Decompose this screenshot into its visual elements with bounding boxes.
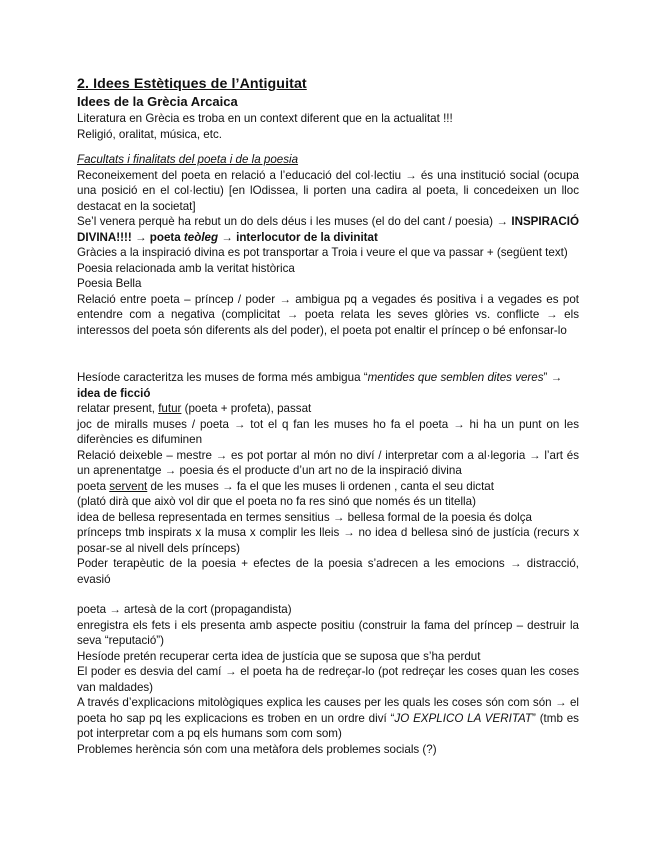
text-run: ” (tmb es pot interpretar com a pq els humans som com som) — [77, 711, 579, 740]
underlined-text: futur — [158, 402, 182, 415]
document-body — [77, 76, 579, 757]
section-heading: Facultats i finalitats del poeta i de la poesia — [77, 153, 299, 166]
paragraph: (plató dirà que això vol dir que el poeta no fa res sinó que només és un titella) — [77, 495, 476, 508]
bold-text: !!!! → poeta — [116, 230, 184, 244]
paragraph: Literatura en Grècia es troba en un context diferent que en la actualitat !!! — [77, 112, 453, 125]
paragraph: Problemes herència són com una metàfora dels problemes socials (?) — [77, 742, 437, 756]
text-run: A través d’explicacions mitològiques explica les causes per les quals les coses són com són → el poeta ho sap pq les explicacions es troben en un ordre diví “ — [77, 696, 579, 725]
paragraph: joc de miralls muses / poeta → tot el q fan les muses ho fa el poeta → hi ha un punt on les diferències es difuminen — [77, 417, 579, 446]
bold-italic-text: teòleg — [183, 230, 219, 244]
paragraph: Gràcies a la inspiració divina es pot transportar a Troia i veure el que va passar + (següent text) — [77, 246, 568, 259]
paragraph — [77, 370, 579, 401]
text-run: (poeta + profeta), passat — [181, 402, 312, 415]
paragraph: Relació deixeble – mestre → es pot portar al món no diví / interpretar com a al·legoria → l’art és un aprenentatge → poesia és el producte d’un art no de la inspiració divina — [77, 448, 579, 477]
bold-text: INSPIRACIÓ DIVINA — [77, 215, 579, 244]
text-run: Hesíode caracteritza les muses de forma més ambigua “ — [77, 371, 368, 384]
text-run: ” → — [543, 371, 563, 384]
paragraph: prínceps tmb inspirats x la musa x complir les lleis → no idea d bellesa sinó de justícia (recurs x posar-se al nivell dels prínceps) — [77, 526, 579, 555]
bold-text: idea de ficció — [77, 386, 151, 400]
paragraph: idea de bellesa representada en termes sensitius → bellesa formal de la poesia és dolça — [77, 510, 532, 524]
text-run: de les muses → fa el que les muses li ordenen , canta el seu dictat — [147, 479, 494, 493]
italic-text: mentides que semblen dites veres — [367, 371, 544, 384]
section-subtitle: Idees de la Grècia Arcaica — [77, 94, 238, 109]
paragraph: Poder terapèutic de la poesia + efectes de la poesia s’adrecen a les emocions → distracció, evasió — [77, 557, 579, 586]
paragraph: Religió, oralitat, música, etc. — [77, 127, 222, 141]
italic-text: JO EXPLICO LA VERITAT — [394, 711, 532, 725]
page-title: 2. Idees Estètiques de l’Antiguitat — [77, 76, 307, 92]
paragraph: El poder es desvia del camí → el poeta ha de redreçar-lo (pot redreçar les coses quan les coses van maldades) — [77, 665, 579, 694]
paragraph — [77, 479, 579, 495]
text-run: relatar present, — [77, 402, 159, 415]
paragraph: poeta → artesà de la cort (propagandista) — [77, 603, 292, 616]
paragraph: Poesia Bella — [77, 277, 142, 290]
text-run: Se’l venera perquè ha rebut un do dels déus i les muses (el do del cant / poesia) → — [77, 215, 508, 228]
paragraph: Hesíode pretén recuperar certa idea de justícia que se suposa que s’ha perdut — [77, 649, 481, 663]
paragraph: Relació entre poeta – príncep / poder → ambigua pq a vegades és positiva i a vegades es pot entendre com a negativa (complicitat → poeta relata les seves glòries vs. conflicte → els interessos del poeta són diferents als del poder), el poeta pot enaltir el príncep o bé enfonsar-lo — [77, 292, 579, 337]
paragraph: Reconeixement del poeta en relació a l’educació del col·lectiu → és una institució social (ocupa una posició en el col·lectiu) [en lOdissea, li porten una cadira al poeta, li concedeixen un lloc destacat en la societat] — [77, 168, 579, 213]
paragraph — [77, 214, 579, 245]
paragraph — [77, 401, 579, 417]
text-run: poeta — [77, 479, 110, 493]
paragraph: enregistra els fets i els presenta amb aspecte positiu (construir la fama del príncep – destruir la seva “reputació”) — [77, 618, 579, 647]
bold-text: → interlocutor de la divinitat — [218, 230, 378, 244]
underlined-text: servent — [109, 479, 148, 493]
paragraph: Poesia relacionada amb la veritat històrica — [77, 261, 295, 275]
paragraph — [77, 695, 579, 742]
